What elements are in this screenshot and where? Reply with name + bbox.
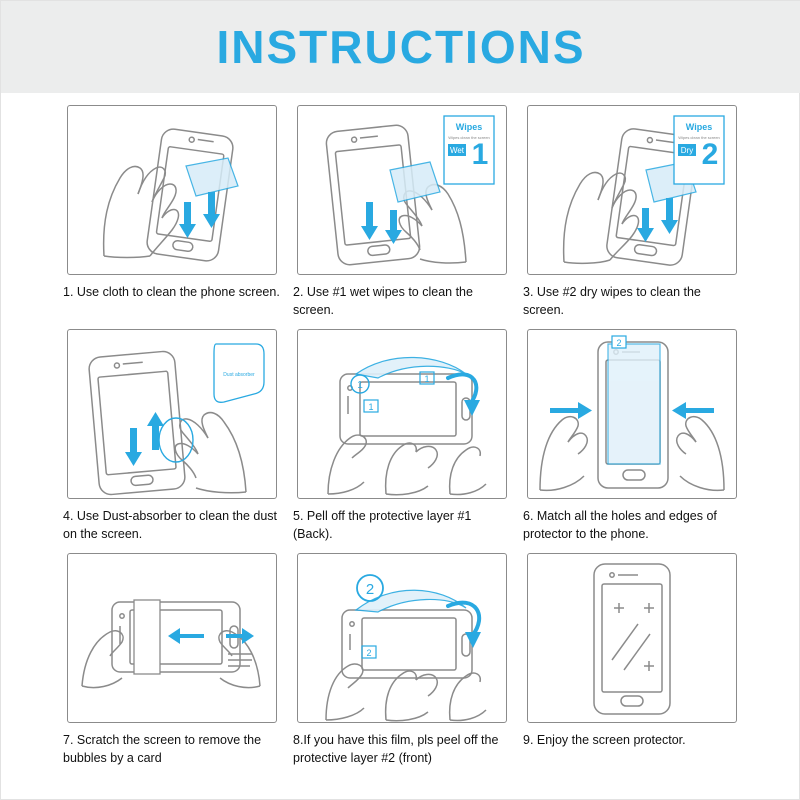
step-9-illustration xyxy=(527,553,737,723)
step-5-label-1a: 1 xyxy=(357,380,363,391)
step-5-illustration xyxy=(297,329,507,499)
illustration-peel-layer-2 xyxy=(298,554,506,722)
illustration-finished-phone xyxy=(528,554,736,722)
illustration-align-protector xyxy=(528,330,736,498)
step-8-illustration xyxy=(297,553,507,723)
step-2-label-wipes: Wipes xyxy=(455,122,483,132)
step-3-illustration xyxy=(527,105,737,275)
illustration-wet-wipe xyxy=(298,106,506,274)
illustration-dust-absorber xyxy=(68,330,276,498)
svg-text:Wipes clean the screen: Wipes clean the screen xyxy=(678,135,720,140)
step-2 xyxy=(287,105,517,329)
step-8-label-2a: 2 xyxy=(365,581,375,598)
step-7 xyxy=(57,553,287,777)
step-6-caption: 6. Match all the holes and edges of protector to the phone. xyxy=(523,509,717,542)
step-6-label-2: 2 xyxy=(616,338,622,348)
step-6 xyxy=(517,329,747,553)
step-2-label-number: 1 xyxy=(471,138,489,171)
step-3-label-wipes: Wipes xyxy=(685,122,713,132)
step-3-caption: 3. Use #2 dry wipes to clean the screen. xyxy=(523,285,701,318)
illustration-dry-wipe xyxy=(528,106,736,274)
step-8 xyxy=(287,553,517,777)
step-7-illustration xyxy=(67,553,277,723)
step-3 xyxy=(517,105,747,329)
step-2-label-wet: Wet xyxy=(449,146,465,155)
step-7-caption: 7. Scratch the screen to remove the bubbles by a card xyxy=(63,733,262,766)
svg-text:Wipes clean the screen: Wipes clean the screen xyxy=(448,135,490,140)
step-2-caption: 2. Use #1 wet wipes to clean the screen. xyxy=(293,285,473,318)
step-3-label-number: 2 xyxy=(701,138,719,171)
step-4-caption: 4. Use Dust-absorber to clean the dust on the screen. xyxy=(63,509,278,542)
illustration-cloth-clean xyxy=(68,106,276,274)
step-2-illustration xyxy=(297,105,507,275)
step-9 xyxy=(517,553,747,777)
step-6-illustration xyxy=(527,329,737,499)
steps-grid xyxy=(57,105,747,777)
step-4-illustration xyxy=(67,329,277,499)
illustration-peel-layer-1 xyxy=(298,330,506,498)
step-5-label-1c: 1 xyxy=(424,374,430,384)
step-8-caption: 8.If you have this film, pls peel off the protective layer #2 (front) xyxy=(293,733,499,766)
step-5-label-1b: 1 xyxy=(368,402,374,412)
page-header xyxy=(1,1,800,93)
step-1 xyxy=(57,105,287,329)
step-5-caption: 5. Pell off the protective layer #1 (Back). xyxy=(293,509,472,542)
step-1-caption: 1. Use cloth to clean the phone screen. xyxy=(63,285,280,299)
step-4-label-dust-absorber: Dust absorber xyxy=(223,372,255,378)
step-1-illustration xyxy=(67,105,277,275)
illustration-scratch-bubbles xyxy=(68,554,276,722)
step-3-label-dry: Dry xyxy=(680,146,694,155)
page-title: INSTRUCTIONS xyxy=(216,21,586,73)
step-9-caption: 9. Enjoy the screen protector. xyxy=(523,733,686,747)
step-4 xyxy=(57,329,287,553)
step-8-label-2b: 2 xyxy=(366,648,372,658)
step-5 xyxy=(287,329,517,553)
